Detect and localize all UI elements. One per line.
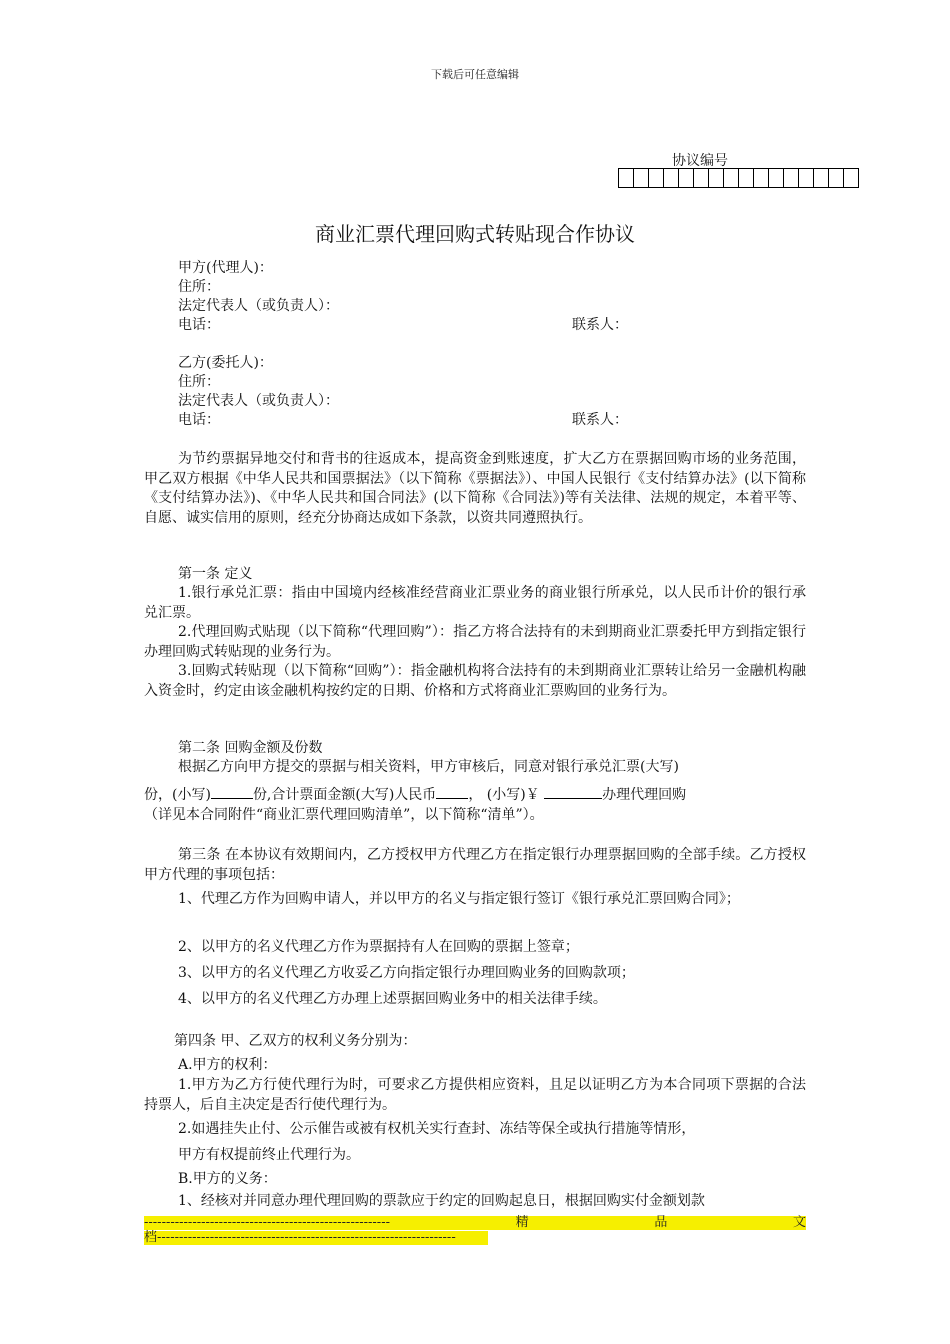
- party-a-name: 甲方(代理人)：: [178, 260, 273, 276]
- article-3-item-2: 2、以甲方的名义代理乙方作为票据持有人在回购的票据上签章；: [178, 939, 579, 955]
- article-2-text-1: 根据乙方向甲方提交的票据与相关资料，甲方审核后，同意对银行承兑汇票(大写): [178, 759, 679, 775]
- footer-char-1: 精: [515, 1215, 529, 1230]
- article-2-handle-label: 办理代理回购: [602, 787, 687, 803]
- footer-char-3: 文: [792, 1215, 806, 1230]
- article-2-total-label: 份,合计票面金额(大写)人民币: [252, 787, 437, 803]
- amount-figure-blank[interactable]: [544, 784, 602, 799]
- document-title: 商业汇票代理回购式转贴现合作协议: [315, 222, 635, 246]
- article-1-item-3: 3.回购式转贴现（以下简称“回购”）：指金融机构将合法持有的未到期商业汇票转让给另一金融机构融入资金时，约定由该金融机构按约定的日期、价格和方式将商业汇票购回的业务行为。: [144, 663, 806, 699]
- party-b-contact: 联系人：: [572, 412, 628, 428]
- agreement-number-boxes[interactable]: [618, 168, 859, 188]
- article-2-copies-label: 份，(小写): [144, 787, 211, 803]
- party-a-representative: 法定代表人（或负责人）：: [178, 298, 339, 314]
- article-4-a-item-2: 2.如遇挂失止付、公示催告或被有权机关实行查封、冻结等保全或执行措施等情形，: [178, 1121, 696, 1137]
- party-a-phone: 电话：: [178, 317, 220, 333]
- agreement-number-label: 协议编号: [672, 153, 728, 169]
- footer-dashes-1: --------------------------------------------------------: [144, 1215, 390, 1230]
- party-b-phone: 电话：: [178, 412, 220, 428]
- article-3-item-4: 4、以甲方的名义代理乙方办理上述票据回购业务中的相关法律手续。: [178, 991, 607, 1007]
- article-2-figure-label: ， (小写)￥: [468, 787, 540, 803]
- article-4-b-heading: B.甲方的义务：: [178, 1171, 277, 1187]
- footer-char-2: 品: [654, 1215, 668, 1230]
- article-4-heading: 第四条 甲、乙双方的权利义务分别为：: [174, 1033, 417, 1049]
- header-note: 下载后可任意编辑: [431, 68, 519, 81]
- article-1-item-2: 2.代理回购式贴现（以下简称“代理回购”）：指乙方将合法持有的未到期商业汇票委托甲方到指定银行办理回购式转贴现的业务行为。: [144, 624, 806, 660]
- footer-watermark-line-2: [144, 1231, 488, 1245]
- party-b-name: 乙方(委托人)：: [178, 355, 273, 371]
- article-1-heading: 第一条 定义: [178, 566, 253, 582]
- intro-paragraph: 为节约票据异地交付和背书的往返成本，提高资金到账速度，扩大乙方在票据回购市场的业务范围，甲乙双方根据《中华人民共和国票据法》（以下简称《票据法》）、中国人民银行《支付结算办法》(以下简称《支付结算办法》)、《中华人民共和国合同法》(以下简称《合同法》)等有关法律、法规的规定，本着平等、自愿、诚实信用的原则，经充分协商达成如下条款，以资共同遵照执行。: [144, 451, 806, 526]
- article-2-text-3: （详见本合同附件“商业汇票代理回购清单”，以下简称“清单”）。: [144, 807, 544, 823]
- copies-blank[interactable]: [211, 784, 253, 799]
- party-b-representative: 法定代表人（或负责人）：: [178, 393, 339, 409]
- footer-char-4: 档: [144, 1230, 158, 1245]
- article-3-item-3: 3、以甲方的名义代理乙方收妥乙方向指定银行办理回购业务的回购款项；: [178, 965, 635, 981]
- article-4-a-heading: A.甲方的权利：: [178, 1057, 277, 1073]
- amount-words-blank[interactable]: [436, 784, 468, 799]
- article-1-item-1: 1.银行承兑汇票：指由中国境内经核准经营商业汇票业务的商业银行所承兑，以人民币计价的银行承兑汇票。: [144, 585, 806, 621]
- party-b-address: 住所：: [178, 374, 220, 390]
- party-a-contact: 联系人：: [572, 317, 628, 333]
- footer-dashes-2: --------------------------------------------------------------------: [157, 1230, 456, 1245]
- article-4-a-item-2-cont: 甲方有权提前终止代理行为。: [178, 1147, 360, 1163]
- article-2-heading: 第二条 回购金额及份数: [178, 740, 323, 756]
- article-4-b-item-1: 1、经核对并同意办理代理回购的票款应于约定的回购起息日，根据回购实付金额划款: [178, 1193, 705, 1209]
- article-3-item-1: 1、代理乙方作为回购申请人，并以甲方的名义与指定银行签订《银行承兑汇票回购合同》；: [178, 891, 740, 907]
- party-a-address: 住所：: [178, 279, 220, 295]
- footer-watermark-line-1: [144, 1216, 806, 1230]
- article-2-amount-line: [144, 784, 686, 805]
- article-3-text: 第三条 在本协议有效期间内，乙方授权甲方代理乙方在指定银行办理票据回购的全部手续。乙方授权甲方代理的事项包括：: [144, 847, 806, 883]
- article-4-a-item-1: 1.甲方为乙方行使代理行为时，可要求乙方提供相应资料，且足以证明乙方为本合同项下票据的合法持票人，后自主决定是否行使代理行为。: [144, 1077, 806, 1113]
